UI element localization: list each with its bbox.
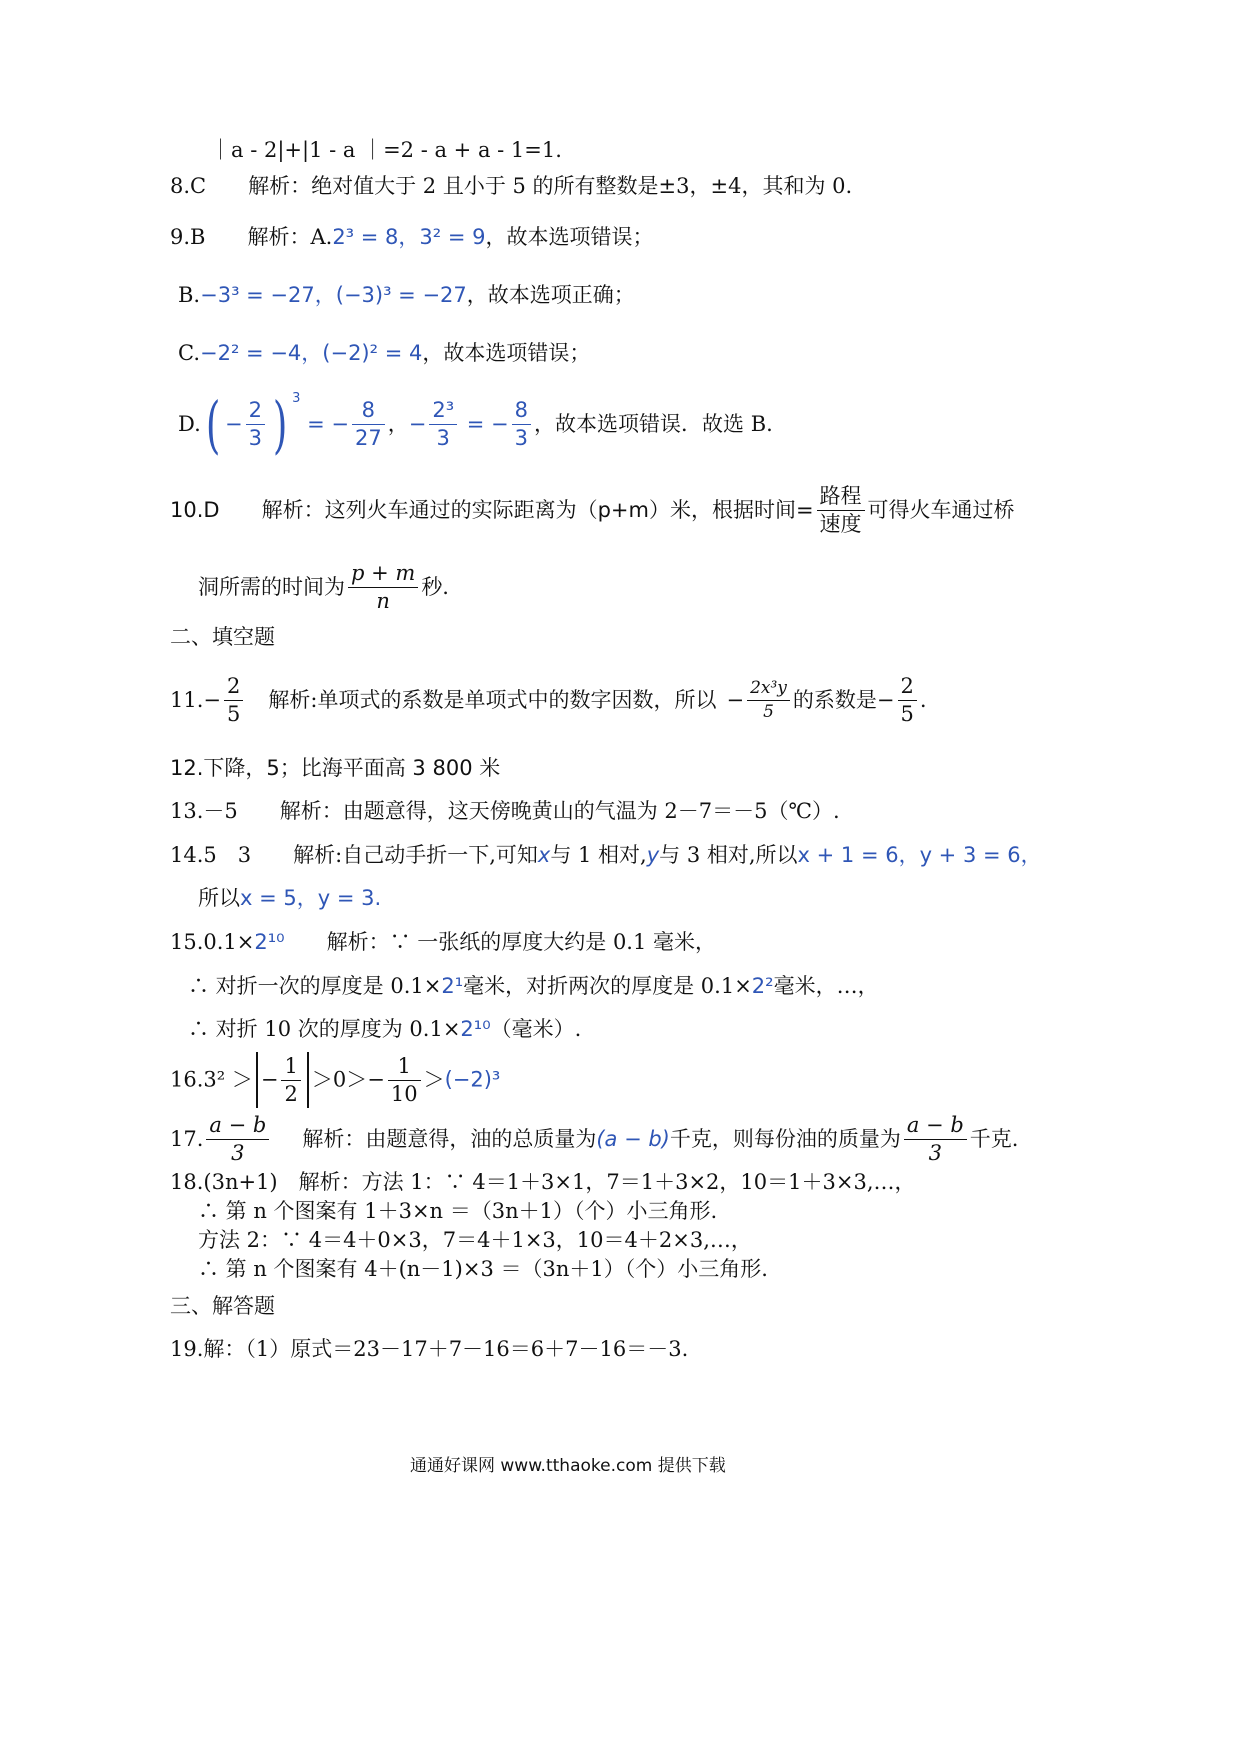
answer-9b-head: B. [178,283,201,307]
mono-minus: − [726,688,745,712]
answer-17-math: (a − b) [596,1127,670,1151]
answer-17 [170,1115,1018,1164]
answer-14b-math: x = 5，y = 3. [240,886,382,910]
answer-15b-c: 毫米，…， [773,974,879,998]
paren-right: ) [272,387,288,461]
answer-9d-tail: ，故本选项错误．故选 B. [534,412,773,436]
answer-9c-tail: ，故本选项错误； [422,341,591,365]
abs-bar-right [307,1052,309,1108]
answer-11-head: 11. [170,688,204,712]
answer-14b [198,888,381,909]
monomial-fraction: $\frac{\text{2x³y}}{5}$ [747,680,790,721]
answer-16-part-a: 3² ＞ [203,1067,253,1092]
answer-19: 19.解：（1）原式＝23－17＋7－16＝6＋7－16＝－3. [170,1337,689,1361]
answer-15-head: 15.0.1× [170,930,255,954]
a11-minus: − [203,688,222,712]
answer-9d-head: D. [178,412,201,436]
answer-18: 18.(3n+1) 解析：方法 1：∵ 4＝1＋3×1，7＝1＋3×2，10＝1＋3×3,…， [170,1170,916,1194]
coefficient-fraction: $\frac{2}{5}$ [898,676,917,725]
answer-17-head: 17. [170,1127,204,1151]
answer-14-head: 14.5 3 解析:自己动手折一下,可知 [170,843,538,867]
answer-18d: ∴ 第 n 个图案有 4＋(n－1)×3 ＝（3n＋1）（个）小三角形. [198,1257,768,1281]
answer-11-tail: 的系数是 [792,688,877,712]
d-lhs-exponent: 3 [292,391,301,406]
answer-16-part-b: ＞0＞− [311,1067,385,1092]
d-r1-fraction: $\frac{8}{27}$ [352,400,385,449]
answer-15b-b: 毫米，对折两次的厚度是 0.1× [463,974,752,998]
power-2-2: 2² [751,974,774,998]
answer-10b-tail: 秒. [421,575,449,599]
d-lhs-fraction: $\frac{2}{3}$ [246,400,265,449]
power-2-1: 2¹ [441,974,464,998]
paren-left: ( [205,387,221,461]
d-r2-fraction: $\frac{\text{2³}}{3}$ [429,400,457,449]
answer-11 [170,676,927,725]
answer-15-tail: 解析：∵ 一张纸的厚度大约是 0.1 毫米， [284,930,717,954]
abs-minus: − [260,1067,279,1092]
answer-9c [178,343,590,364]
answer-16-head: 16. [170,1067,204,1092]
answer-15c-b: （毫米）. [490,1017,582,1041]
abs-bar-left [256,1052,258,1108]
answer-14-mid1: 与 1 相对, [550,843,647,867]
section-2-heading: 二、填空题 [170,625,275,649]
answer-15b-a: ∴ 对折一次的厚度是 0.1× [188,974,442,998]
answer-14-math: x + 1 = 6，y + 3 = 6， [797,843,1042,867]
var-x: x [537,843,551,867]
portion-fraction: $\frac{a - b}{3}$ [904,1115,967,1164]
answer-15b [188,976,879,997]
line-7-tail: ｜a - 2|+|1 - a ｜=2 - a + a - 1=1. [210,138,562,162]
answer-9a [170,227,654,248]
answer-15 [170,932,716,953]
page-footer: 通通好课网 www.tthaoke.com 提供下载 [410,1456,726,1476]
answer-15c [188,1019,581,1040]
answer-15c-a: ∴ 对折 10 次的厚度为 0.1× [188,1017,461,1041]
answer-9d [178,387,773,461]
answer-9b-tail: ，故本选项正确； [466,283,635,307]
coef-minus: − [876,688,895,712]
answer-13: 13.－5 解析：由题意得，这天傍晚黄山的气温为 2－7＝－5（℃）. [170,799,840,823]
answer-11-mid: 解析:单项式的系数是单项式中的数字因数，所以 [268,688,717,712]
d-eq-1: = − [300,412,349,436]
abs-fraction: $\frac{1}{2}$ [281,1056,300,1105]
d-comma: ， [387,412,409,436]
answer-10-tail: 可得火车通过桥 [867,498,1015,522]
answer-10 [170,486,1015,535]
tenth-fraction: $\frac{1}{10}$ [388,1056,421,1105]
answer-16-part-c: ＞ [423,1067,445,1092]
answer-9b-math: −3³ = −27，(−3)³ = −27 [200,283,467,307]
d-r3-fraction: $\frac{8}{3}$ [512,400,531,449]
answer-14b-head: 所以 [198,886,240,910]
var-y: y [646,843,660,867]
answer-12: 12.下降，5；比海平面高 3 800 米 [170,756,501,780]
answer-9a-math: 2³ = 8，3² = 9 [332,225,486,249]
section-3-heading: 三、解答题 [170,1294,275,1318]
answer-9c-math: −2² = −4，(−2)² = 4 [200,341,423,365]
answer-17-mid2: 千克，则每份油的质量为 [669,1127,901,1151]
d-minus-2: − [408,412,427,436]
time-fraction: $\frac{p + m}{n}$ [348,563,418,612]
d-eq-2: = − [460,412,509,436]
minus-sign: − [224,412,243,436]
answer-8: 8.C 解析：绝对值大于 2 且小于 5 的所有整数是±3，±4，其和为 0. [170,174,853,198]
power-2-10-b: 2¹⁰ [460,1017,491,1041]
answer-14 [170,845,1042,866]
answer-10b-head: 洞所需的时间为 [198,575,345,599]
answer-17-mid: 解析：由题意得，油的总质量为 [302,1127,597,1151]
answer-17-fraction: $\frac{a - b}{3}$ [206,1115,269,1164]
answer-14-mid2: 与 3 相对,所以 [659,843,798,867]
answer-16-part-d: (−2)³ [444,1067,501,1092]
answer-9a-tail: ，故本选项错误； [485,225,654,249]
answer-10b [198,563,449,612]
answer-16 [170,1052,500,1108]
answer-10-head: 10.D 解析：这列火车通过的实际距离为（p+m）米，根据时间= [170,498,814,522]
distance-speed-fraction: $\frac{\text{路程}}{\text{速度}}$ [817,486,865,535]
answer-17-tail: 千克. [969,1127,1019,1151]
answer-9b [178,285,635,306]
answer-9c-head: C. [178,341,200,365]
a11-period: . [919,688,927,712]
answer-11-fraction: $\frac{2}{5}$ [224,676,243,725]
answer-9-head: 9.B 解析：A. [170,225,333,249]
answer-18c: 方法 2：∵ 4＝4＋0×3，7＝4＋1×3，10＝4＋2×3,…， [198,1228,752,1252]
power-2-10: 2¹⁰ [254,930,285,954]
answer-18b: ∴ 第 n 个图案有 1＋3×n ＝（3n＋1）（个）小三角形. [198,1199,718,1223]
